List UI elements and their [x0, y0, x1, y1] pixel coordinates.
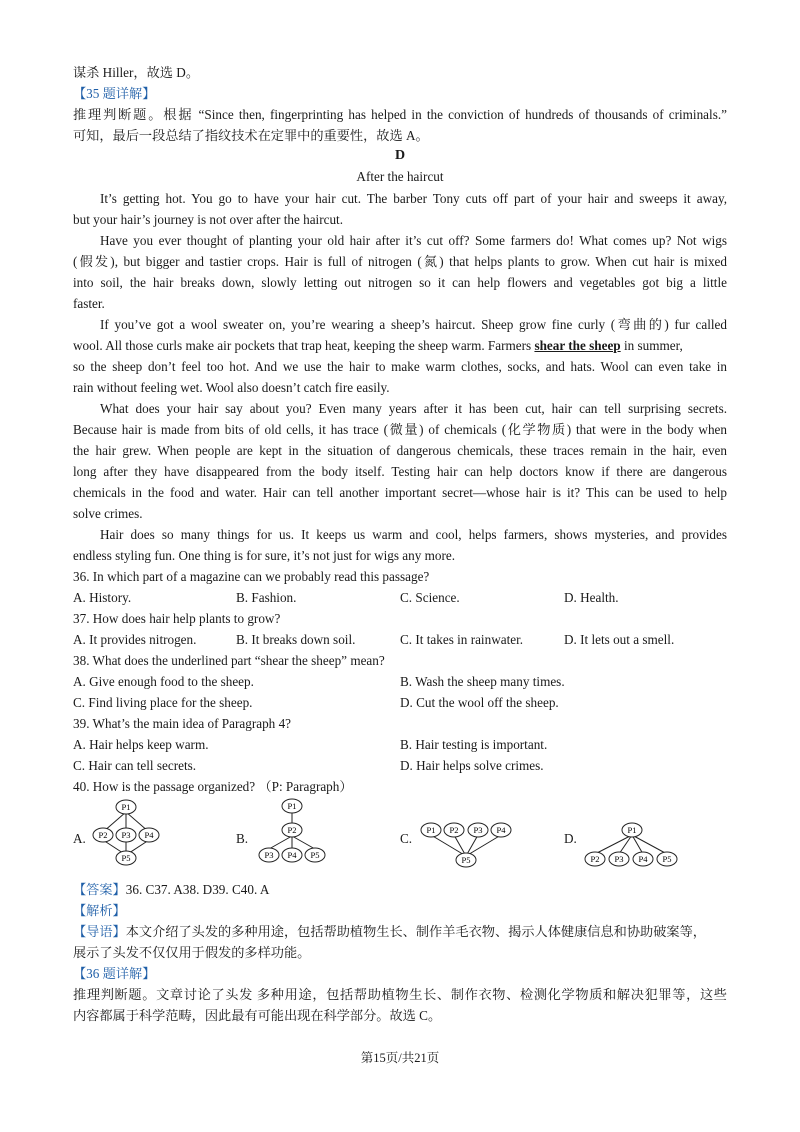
diagram-node-p4	[491, 823, 511, 837]
paragraph-1-line: It’s getting hot. You go to have your hair cut. The barber Tony cuts off part of your hair and sweeps it away,	[100, 191, 727, 206]
question-38: 38. What does the underlined part “shear the sheep” mean?	[73, 653, 385, 668]
option-38-b: B. Wash the sheep many times.	[400, 674, 565, 689]
paragraph-2-line: into soil, the hair breaks down, slowly letting out nitrogen so it can help flowers and vegetables got big a little	[73, 275, 727, 290]
node-label: P3	[614, 854, 624, 864]
paragraph-4-line: Because hair is made from bits of old cells, it has trace (微量) of chemicals (化学物质) that were in the body when	[73, 422, 727, 437]
q35-detail-text: 推理判断题。根据 “Since then, fingerprinting has helped in the conviction of hundreds of thousands of criminals.”	[73, 107, 727, 122]
option-37-c: C. It takes in rainwater.	[400, 632, 524, 647]
paragraph-2-line: (假发), but bigger and tastier crops. Hair is full of nitrogen (氮) that helps plants to grow. When cut hair is mixed	[73, 254, 727, 269]
diagram-node-p3	[468, 823, 488, 837]
diagram-node-p3	[259, 848, 279, 862]
paragraph-3-text: wool. All those curls make air pockets that trap heat, keeping the sheep warm. Farmers	[73, 338, 532, 353]
diagram-edge	[595, 835, 632, 854]
diagram-node-p4	[282, 848, 302, 862]
paragraph-2-line: faster.	[73, 296, 105, 311]
paragraph-4-line: solve crimes.	[73, 506, 143, 521]
option-39-a: A. Hair helps keep warm.	[73, 737, 209, 752]
diagram-edge	[269, 836, 292, 849]
paragraph-3-line	[73, 337, 683, 355]
diagram-node-p3	[116, 828, 136, 842]
question-39: 39. What’s the main idea of Paragraph 4?	[73, 716, 292, 731]
diagram-node-p2	[282, 823, 302, 837]
paragraph-5-line: Hair does so many things for us. It keeps us warm and cool, helps farmers, shows mysteries, and provides	[100, 527, 727, 542]
option-37-d: D. It lets out a smell.	[564, 632, 675, 647]
diagram-node-p1	[116, 800, 136, 814]
structure-diagram-a	[86, 798, 166, 868]
q35-detail-heading: 【35 题详解】	[73, 86, 156, 101]
diagram-node-p1	[622, 823, 642, 837]
q36-detail-heading: 【36 题详解】	[73, 966, 156, 981]
page-footer: 第15页/共21页	[360, 1051, 440, 1065]
option-38-c: C. Find living place for the sheep.	[73, 695, 253, 710]
option-36-c: C. Science.	[400, 590, 460, 605]
option-40-c: C.	[400, 831, 413, 846]
option-38-d: D. Cut the wool off the sheep.	[400, 695, 559, 710]
option-39-c: C. Hair can tell secrets.	[73, 758, 197, 773]
diagram-node-p4	[139, 828, 159, 842]
answer-line	[73, 881, 269, 899]
paragraph-3-line: If you’ve got a wool sweater on, you’re wearing a sheep’s haircut. Sheep grow fine curly (弯曲的) fur called	[100, 317, 727, 332]
structure-diagram-d	[580, 820, 684, 870]
guide-text-2: 展示了头发不仅仅用于假发的多样功能。	[73, 945, 311, 960]
q36-detail-text-2: 内容都属于科学范畴，因此最有可能出现在科学部分。故选 C。	[73, 1008, 442, 1023]
option-38-a: A. Give enough food to the sheep.	[73, 674, 254, 689]
guide-text: 本文介绍了头发的多种用途，包括帮助植物生长、制作羊毛衣物、揭示人体健康信息和协助破案等，	[125, 924, 706, 939]
option-40-a: A.	[73, 831, 86, 846]
option-39-b: B. Hair testing is important.	[400, 737, 548, 752]
diagram-node-p2	[93, 828, 113, 842]
option-39-d: D. Hair helps solve crimes.	[400, 758, 544, 773]
guide-line	[73, 923, 706, 941]
answer-text: 36. C37. A38. D39. C40. A	[125, 882, 270, 897]
paragraph-4-line: chemicals in the food and water. Hair can tell another important secret—whose hair is it? This can be used to help	[73, 485, 727, 500]
paragraph-3-line: rain without feeling wet. Wool also doesn’t catch fire easily.	[73, 380, 390, 395]
diagram-edge	[466, 835, 501, 856]
option-37-a: A. It provides nitrogen.	[73, 632, 197, 647]
diagram-node-p5	[116, 851, 136, 865]
question-40: 40. How is the passage organized? （P: Paragraph）	[73, 779, 353, 794]
node-label: P4	[638, 854, 648, 864]
node-label: P5	[121, 853, 131, 863]
diagram-node-p2	[444, 823, 464, 837]
paragraph-5-line: endless styling fun. One thing is for sure, it’s not just for wigs any more.	[73, 548, 456, 563]
node-label: P1	[121, 802, 131, 812]
question-36: 36. In which part of a magazine can we probably read this passage?	[73, 569, 430, 584]
node-label: P5	[662, 854, 672, 864]
q36-detail-text: 推理判断题。文章讨论了头发 多种用途，包括帮助植物生长、制作衣物、检测化学物质和解决犯罪等，这些	[73, 987, 727, 1002]
option-40-d: D.	[564, 831, 577, 846]
diagram-edge	[292, 836, 315, 849]
paragraph-2-line: Have you ever thought of planting your old hair after it’s cut off? Some farmers do! What comes up? Not wigs	[100, 233, 727, 248]
diagram-node-p5	[456, 853, 476, 867]
question-37: 37. How does hair help plants to grow?	[73, 611, 281, 626]
passage-title: After the haircut	[356, 169, 444, 184]
node-label: P4	[287, 850, 297, 860]
node-label: P1	[426, 825, 436, 835]
guide-label: 【导语】	[73, 924, 126, 939]
option-40-b: B.	[236, 831, 249, 846]
paragraph-3-text: in summer,	[623, 338, 683, 353]
paragraph-3-line: so the sheep don’t feel too hot. And we use the hair to make warm clothes, socks, and hats. Wool can even take in	[73, 359, 727, 374]
diagram-node-p1	[421, 823, 441, 837]
node-label: P2	[590, 854, 600, 864]
paragraph-4-line: the hair grew. When people are kept in the situation of dangerous chemicals, these traces remain in the hair, even	[73, 443, 727, 458]
answer-label: 【答案】	[73, 882, 126, 897]
node-label: P2	[449, 825, 459, 835]
option-36-d: D. Health.	[564, 590, 619, 605]
diagram-edge	[431, 835, 466, 856]
paragraph-4-line: long after they have disappeared from the body itself. Testing hair can help doctors know if there are dangerous	[73, 464, 727, 479]
node-label: P3	[473, 825, 483, 835]
paragraph-4-line: What does your hair say about you? Even many years after it has been cut, hair can tell surprising secrets.	[100, 401, 727, 416]
structure-diagram-c	[418, 820, 518, 870]
prev-answer-line: 谋杀 Hiller，故选 D。	[73, 65, 200, 80]
diagram-node-p5	[305, 848, 325, 862]
underlined-phrase: shear the sheep	[534, 338, 621, 353]
node-label: P5	[310, 850, 320, 860]
diagram-node-p4	[633, 852, 653, 866]
diagram-node-p5	[657, 852, 677, 866]
node-label: P1	[287, 801, 297, 811]
node-label: P4	[144, 830, 154, 840]
option-37-b: B. It breaks down soil.	[236, 632, 356, 647]
diagram-node-p3	[609, 852, 629, 866]
structure-diagram-b	[252, 796, 332, 868]
analysis-label: 【解析】	[73, 903, 126, 918]
node-label: P4	[496, 825, 506, 835]
diagram-node-p2	[585, 852, 605, 866]
paragraph-1-line: but your hair’s journey is not over after the haircut.	[73, 212, 344, 227]
node-label: P2	[98, 830, 108, 840]
option-36-b: B. Fashion.	[236, 590, 297, 605]
diagram-node-p1	[282, 799, 302, 813]
node-label: P3	[121, 830, 131, 840]
q35-detail-text-2: 可知，最后一段总结了指纹技术在定罪中的重要性，故选 A。	[73, 128, 429, 143]
node-label: P1	[627, 825, 637, 835]
section-letter: D	[394, 148, 406, 163]
node-label: P5	[461, 855, 471, 865]
node-label: P2	[287, 825, 297, 835]
option-36-a: A. History.	[73, 590, 132, 605]
node-label: P3	[264, 850, 274, 860]
